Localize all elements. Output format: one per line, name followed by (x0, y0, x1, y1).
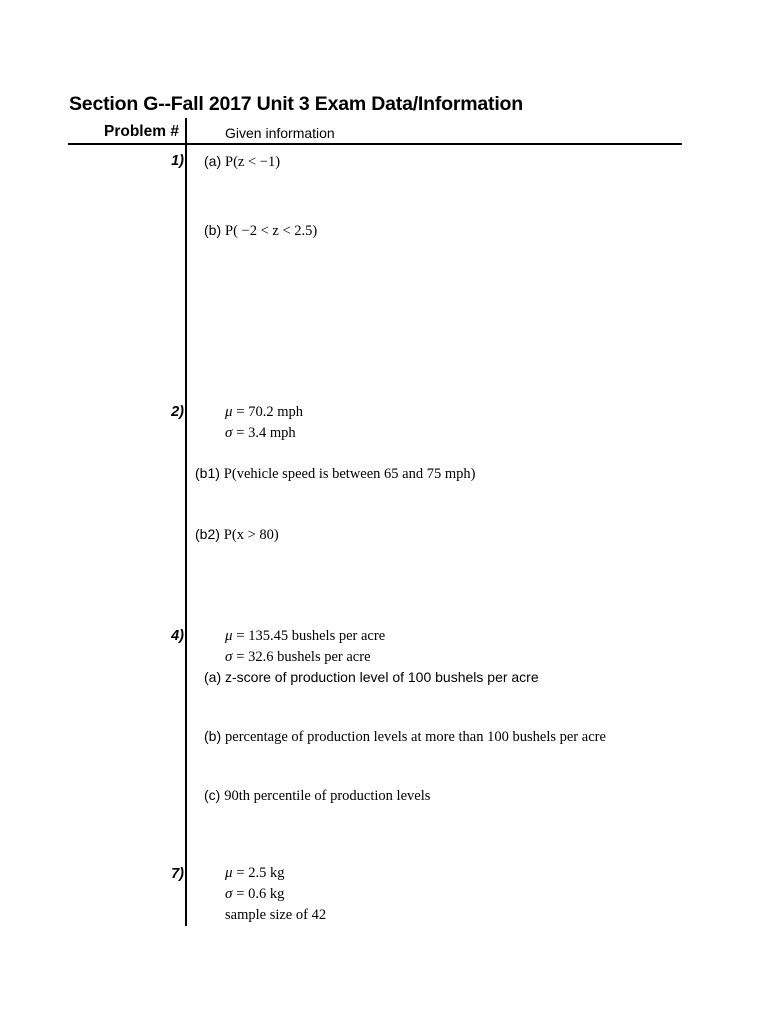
sigma-symbol: σ (225, 649, 233, 665)
item-text: = 135.45 bushels per acre (236, 628, 386, 644)
item-label: (c) (204, 787, 221, 803)
page-title: Section G--Fall 2017 Unit 3 Exam Data/Information (69, 93, 523, 115)
item-text: z-score of production level of 100 bushels per acre (225, 669, 539, 685)
item-text: P(x > 80) (223, 527, 279, 543)
problem-2-sd (225, 424, 296, 442)
problem-number: 7) (171, 866, 184, 882)
column-divider (185, 118, 187, 926)
item-label: (a) (204, 153, 222, 169)
problem-7-sd (225, 885, 284, 903)
item-label: (a) (204, 669, 222, 685)
column-header-problem: Problem # (104, 123, 179, 140)
item-label: (b1) (195, 465, 220, 481)
mu-symbol: μ (225, 865, 233, 881)
problem-number: 1) (171, 153, 184, 169)
problem-4-sd (225, 648, 371, 666)
problem-4b (204, 728, 606, 746)
sigma-symbol: σ (225, 425, 233, 441)
column-header-given: Given information (225, 125, 335, 141)
problem-7-sample (225, 906, 326, 924)
item-label: (b) (204, 222, 222, 238)
problem-4-mean (225, 627, 385, 645)
problem-2-b1 (195, 465, 475, 483)
item-text: = 2.5 kg (236, 865, 285, 881)
mu-symbol: μ (225, 628, 233, 644)
problem-number: 4) (171, 628, 184, 644)
item-text: = 32.6 bushels per acre (236, 649, 371, 665)
item-text: = 3.4 mph (236, 425, 296, 441)
item-text: sample size of 42 (225, 907, 327, 923)
problem-1b (204, 222, 317, 240)
item-text: P(z < −1) (225, 154, 281, 170)
mu-symbol: μ (225, 404, 233, 420)
item-text: 90th percentile of production levels (224, 788, 431, 804)
item-text: percentage of production levels at more than 100 bushels per acre (225, 729, 606, 745)
problem-2-mean (225, 403, 303, 421)
problem-7-mean (225, 864, 284, 882)
sigma-symbol: σ (225, 886, 233, 902)
item-text: = 0.6 kg (236, 886, 285, 902)
problem-1a (204, 153, 280, 171)
problem-number: 2) (171, 404, 184, 420)
problem-2-b2 (195, 526, 279, 544)
header-divider (68, 143, 682, 145)
item-text: P(vehicle speed is between 65 and 75 mph) (223, 466, 476, 482)
item-text: P( −2 < z < 2.5) (225, 223, 318, 239)
item-label: (b) (204, 728, 222, 744)
problem-4c (204, 787, 430, 805)
item-text: = 70.2 mph (236, 404, 304, 420)
item-label: (b2) (195, 526, 220, 542)
problem-4a (204, 669, 539, 685)
